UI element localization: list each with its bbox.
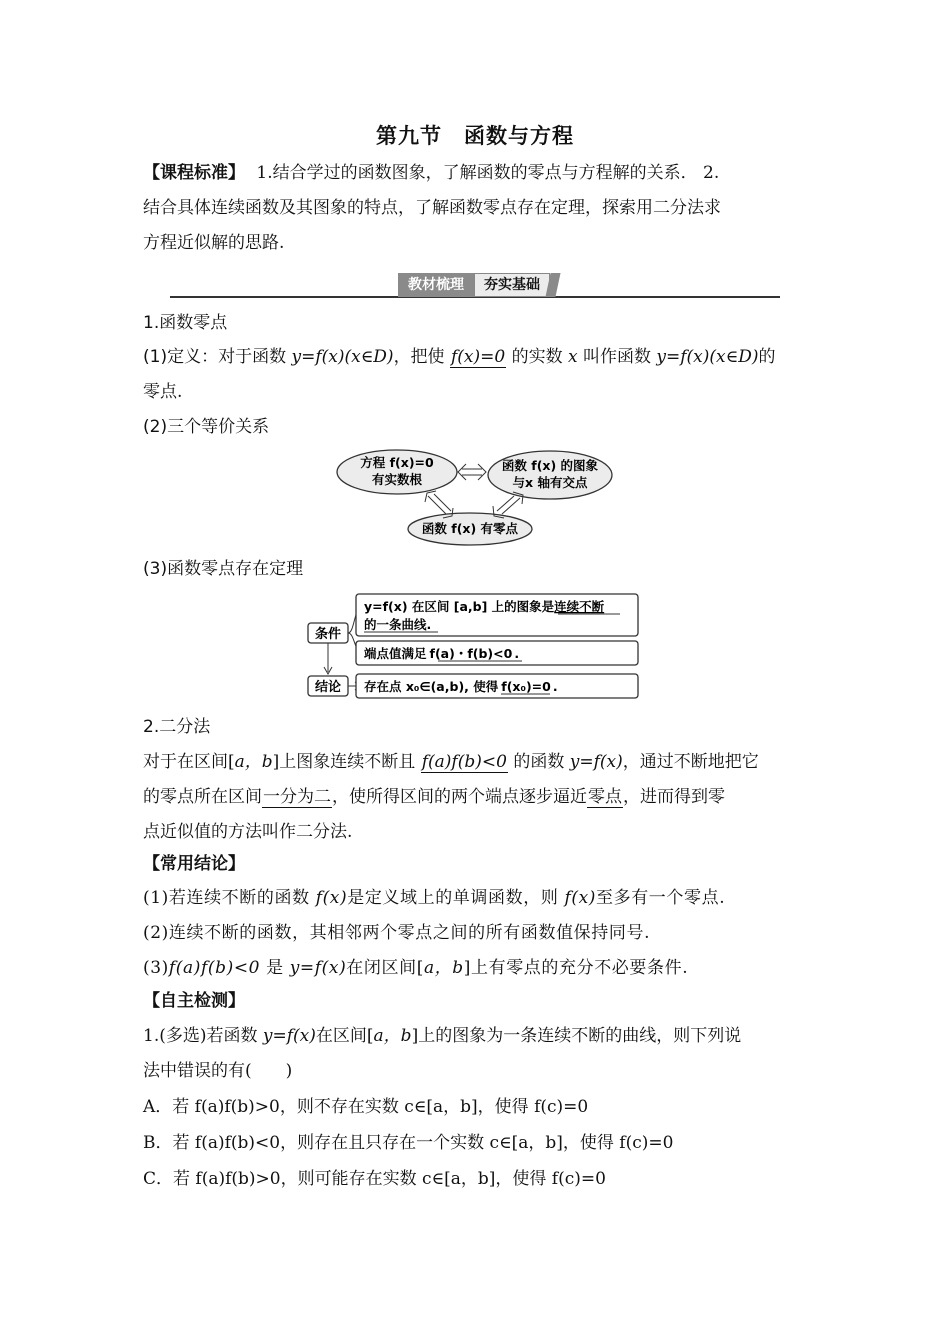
bisection-func: y=f(x) [569, 752, 623, 772]
bisection-text: ，使所得区间的两个端点逐步逼近 [332, 787, 587, 807]
bisection-text: 的函数 [507, 752, 570, 772]
definition-text: 叫作函数 [577, 347, 657, 367]
conclusion-func: f(x) [315, 888, 348, 908]
conclusion-text: ]上有零点的充分不必要条件. [463, 958, 689, 978]
node1-line2: 有实数根 [371, 472, 423, 487]
bisection-blank-2: 一分为二 [263, 787, 331, 807]
definition-blank: f(x)=0 [450, 347, 506, 367]
self-check-heading: 【自主检测】 [143, 991, 245, 1011]
conclusion-interval: a，b [423, 958, 464, 978]
bisection-line-2 [143, 786, 803, 808]
question-1-line-2: 法中错误的有( ) [143, 1061, 293, 1081]
conclusion-func: y=f(x) [289, 958, 347, 978]
definition-func: y=f(x)(x∈D) [291, 347, 394, 367]
bisection-line-1 [143, 751, 803, 773]
definition-text: 对于函数 [218, 347, 292, 367]
conclusion-text: 是定义域上的单调函数，则 [347, 888, 565, 908]
bisection-blank-3: 零点 [588, 787, 622, 807]
bisection-text: 对于在区间[ [143, 752, 235, 772]
question-text: 1.(多选)若函数 [143, 1026, 263, 1046]
question-interval: a，b [373, 1026, 412, 1046]
definition-line-2: 零点. [143, 382, 183, 402]
definition-text: 的实数 [506, 347, 568, 367]
bisection-blank-1: f(a)f(b)<0 [421, 752, 507, 772]
definition-text: 的 [758, 347, 776, 367]
common-conclusions-heading: 【常用结论】 [143, 854, 245, 874]
banner-right: 夯实基础 [474, 273, 550, 297]
section-banner [398, 273, 558, 297]
definition-line-1 [143, 346, 803, 368]
bisection-interval: a，b [234, 752, 273, 772]
condition-1-line2: 的一条曲线. [364, 617, 432, 632]
page-title: 第九节 函数与方程 [376, 124, 574, 148]
conclusion-func: f(a)f(b)<0 [168, 958, 261, 978]
common-conclusion-1 [143, 887, 803, 909]
standard-line-3: 方程近似解的思路. [143, 233, 285, 253]
bisection-text: ，通过不断地把它 [622, 752, 759, 772]
node2-line1: 函数 f(x) 的图象 [501, 458, 599, 473]
section-2-heading: 2.二分法 [143, 717, 211, 737]
standard-line-1 [143, 162, 803, 184]
equivalence-diagram [330, 448, 620, 548]
definition-func: y=f(x)(x∈D) [656, 347, 759, 367]
definition-label: (1)定义： [143, 347, 219, 367]
question-func: y=f(x) [262, 1026, 316, 1046]
question-text: 在区间[ [315, 1026, 374, 1046]
conclusion-text: 在闭区间[ [346, 958, 424, 978]
common-conclusion-3 [143, 957, 803, 979]
definition-text: ，把使 [393, 347, 450, 367]
banner-left: 教材梳理 [398, 273, 474, 297]
subsection-zero-theorem: (3)函数零点存在定理 [143, 559, 304, 579]
bisection-text: ]上图象连续不断且 [272, 752, 421, 772]
standard-text-1: 1.结合学过的函数图象，了解函数的零点与方程解的关系． 2. [256, 163, 720, 183]
conclusion-func: f(x) [564, 888, 596, 908]
subsection-equivalence: (2)三个等价关系 [143, 417, 270, 437]
option-a: A．若 f(a)f(b)>0，则不存在实数 c∈[a，b]，使得 f(c)=0 [143, 1097, 589, 1117]
condition-label: 条件 [314, 627, 342, 642]
zero-theorem-diagram [304, 590, 644, 706]
condition-2-text: 端点值满足 f(a)・f(b)<0 . [364, 646, 520, 661]
common-conclusion-2: (2)连续不断的函数，其相邻两个零点之间的所有函数值保持同号. [143, 923, 651, 943]
question-text: ]上的图象为一条连续不断的曲线，则下列说 [411, 1026, 742, 1046]
definition-var: x [568, 347, 578, 367]
conclusion-text: (1)若连续不断的函数 [143, 888, 316, 908]
standard-label: 【课程标准】 [143, 163, 245, 183]
double-arrow-top [458, 464, 486, 480]
option-c: C．若 f(a)f(b)>0，则可能存在实数 c∈[a，b]，使得 f(c)=0 [143, 1169, 606, 1189]
condition-1-line1: y=f(x) 在区间 [a,b] 上的图象是连续不断 [364, 599, 605, 614]
conclusion-label: 结论 [314, 680, 342, 695]
question-1-line-1 [143, 1025, 803, 1047]
conclusion-text: 存在点 x₀∈(a,b), 使得 f(x₀)=0 . [364, 679, 558, 694]
conclusion-text: 至多有一个零点. [596, 888, 726, 908]
bisection-line-3: 点近似值的方法叫作二分法. [143, 822, 353, 842]
conclusion-text: (3) [143, 958, 169, 978]
bisection-text: ，进而得到零 [623, 787, 725, 807]
node3-label: 函数 f(x) 有零点 [421, 521, 519, 536]
node1-line1: 方程 f(x)=0 [360, 455, 434, 470]
conclusion-text: 是 [260, 958, 290, 978]
option-b: B．若 f(a)f(b)<0，则存在且只存在一个实数 c∈[a，b]，使得 f(c)=0 [143, 1133, 674, 1153]
section-1-heading: 1.函数零点 [143, 313, 228, 333]
standard-line-2: 结合具体连续函数及其图象的特点，了解函数零点存在定理，探索用二分法求 [143, 198, 721, 218]
node2-line2: 与x 轴有交点 [512, 475, 588, 490]
bisection-text: 的零点所在区间 [143, 787, 262, 807]
